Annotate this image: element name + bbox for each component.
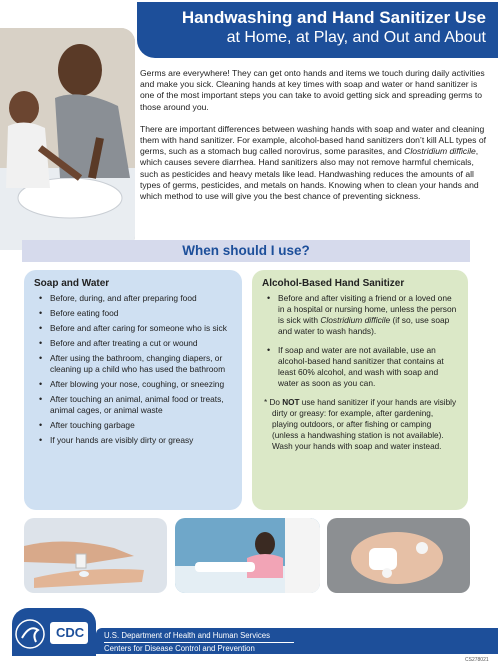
footer-line-1: U.S. Department of Health and Human Services <box>104 631 270 640</box>
cdc-logo <box>12 608 96 656</box>
hands-with-soap-photo <box>327 518 470 593</box>
page-title: Handwashing and Hand Sanitizer Use <box>181 8 486 27</box>
sanitizer-note: * Do NOT use hand sanitizer if your hands are visibly dirty or greasy: for example, after gardening, playing outdoors, or after fishing or camping (unless a handwashing station is not available). Wash your hands with soap and water instead. <box>264 398 457 451</box>
hand-sanitizer-panel <box>252 270 468 510</box>
list-item: • If your hands are visibly dirty or greasy <box>34 435 232 446</box>
page-subtitle: at Home, at Play, and Out and About <box>226 29 486 46</box>
soap-panel-title: Soap and Water <box>34 278 110 289</box>
list-item: • If soap and water are not available, use an alcohol-based hand sanitizer that contains at least 60% alcohol, and wash with soap and water as soon as you can. <box>262 345 458 389</box>
list-item: • After touching garbage <box>34 420 232 431</box>
intro-text <box>140 68 490 213</box>
list-item: • Before, during, and after preparing food <box>34 293 232 304</box>
mother-child-sink-photo <box>175 518 320 593</box>
list-item: • After touching an animal, animal food or treats, animal cages, or animal waste <box>34 394 232 416</box>
cdc-logo-text: CDC <box>56 625 85 640</box>
sanitizer-list <box>262 293 458 389</box>
section-heading: When should I use? <box>22 240 470 262</box>
father-child-handwashing-photo <box>0 28 135 250</box>
list-item: • After blowing your nose, coughing, or sneezing <box>34 379 232 390</box>
soap-list <box>34 293 232 446</box>
list-item: • Before and after treating a cut or wound <box>34 338 232 349</box>
list-item: • Before eating food <box>34 308 232 319</box>
sanitizer-panel-title: Alcohol-Based Hand Sanitizer <box>262 278 405 289</box>
footer-divider <box>104 642 294 643</box>
soap-and-water-panel <box>24 270 242 510</box>
list-item: • Before and after caring for someone who is sick <box>34 323 232 334</box>
document-code: CS278021 <box>465 657 489 663</box>
list-item: • After using the bathroom, changing diapers, or cleaning up a child who has used the bathroom <box>34 353 232 375</box>
sanitizer-pump-hands-photo <box>24 518 167 593</box>
intro-paragraph-1: Germs are everywhere! They can get onto hands and items we touch during daily activities and make you sick. Cleaning hands at key times with soap and water or hand sanitizer is one of the most important steps you can take to avoid getting sick and spreading germs to those around you. <box>140 68 485 112</box>
list-item: • Before and after visiting a friend or a loved one in a hospital or nursing home, unless the person is sick with Clostridium difficile (if so, use soap and water to wash hands). <box>262 293 458 337</box>
intro-paragraph-2: There are important differences between washing hands with soap and water and cleaning them with hand sanitizer. For example, alcohol-based hand sanitizers don’t kill ALL types of germs, such as a stomach bug called norovirus, some parasites, and Clostridium difficile, which causes severe diarrhea. Hand sanitizers also may not remove harmful chemicals, such as pesticides and heavy metals like lead. Handwashing reduces the amounts of all types of germs, pesticides, and metals on hands. Knowing when to clean your hands and which method to use will give you the best chance of preventing sickness. <box>140 123 487 202</box>
title-banner <box>137 2 498 58</box>
footer-line-2: Centers for Disease Control and Prevention <box>104 644 255 653</box>
footer-banner <box>96 628 498 654</box>
